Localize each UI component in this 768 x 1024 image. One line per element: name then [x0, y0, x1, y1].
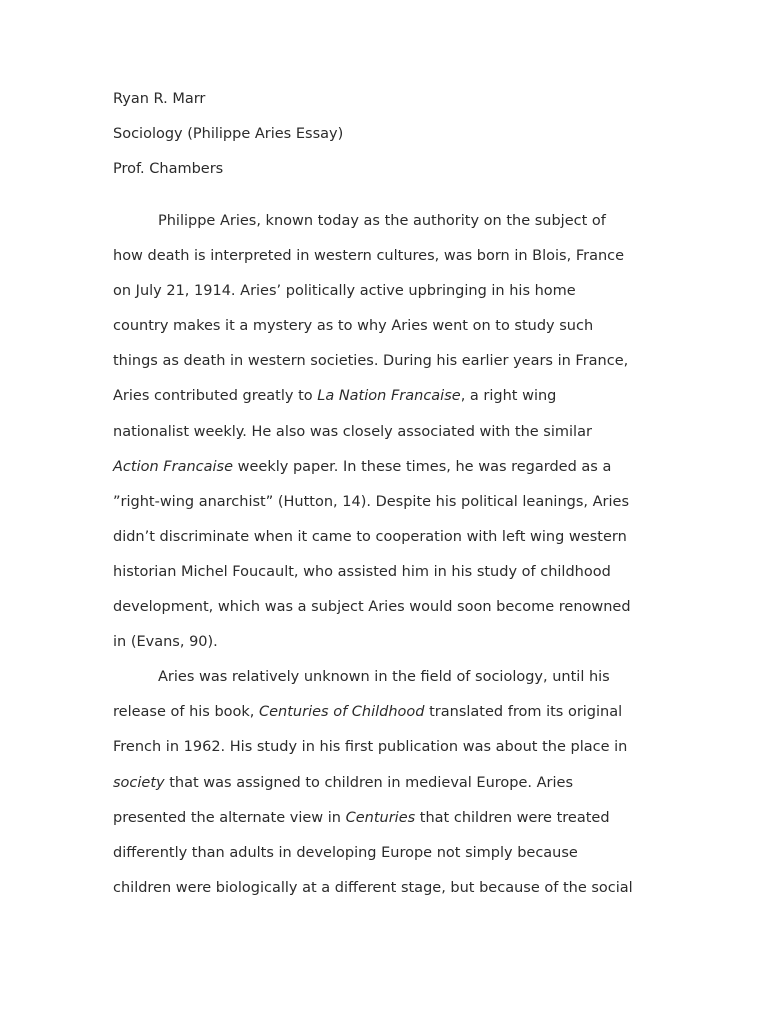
essay-line	[113, 877, 673, 912]
essay-line	[113, 807, 673, 842]
essay-line	[113, 596, 673, 631]
author-name: Ryan R. Marr	[113, 91, 206, 107]
text-segment: didn’t discriminate when it came to cooperation with left wing western	[113, 528, 627, 545]
essay-line	[113, 736, 673, 771]
professor-name: Prof. Chambers	[113, 161, 224, 177]
italic-text: Centuries of Childhood	[259, 704, 425, 721]
text-segment: on July 21, 1914. Aries’ politically active upbringing in his home	[113, 283, 576, 300]
essay-line	[113, 491, 673, 526]
essay-line	[113, 631, 673, 666]
essay-line	[113, 421, 673, 456]
text-segment: that was assigned to children in medieval Europe. Aries	[164, 774, 574, 791]
text-segment: things as death in western societies. During his earlier years in France,	[113, 353, 629, 370]
text-segment: ”right-wing anarchist” (Hutton, 14). Despite his political leanings, Aries	[113, 493, 630, 510]
text-segment: , a right wing	[460, 388, 557, 405]
text-segment: translated from its original	[424, 704, 623, 721]
course-title: Sociology (Philippe Aries Essay)	[113, 126, 344, 142]
essay-line	[113, 701, 673, 736]
essay-line	[113, 772, 673, 807]
text-segment: nationalist weekly. He also was closely associated with the similar	[113, 423, 592, 440]
text-segment: development, which was a subject Aries would soon become renowned	[113, 599, 631, 616]
text-segment: release of his book,	[113, 704, 260, 721]
italic-text: Action Francaise	[113, 458, 234, 475]
essay-line	[113, 315, 673, 350]
essay-line	[113, 561, 673, 596]
text-segment: Aries contributed greatly to	[113, 388, 318, 405]
text-segment: in (Evans, 90).	[113, 634, 218, 651]
text-segment: historian Michel Foucault, who assisted him in his study of childhood	[113, 563, 611, 580]
text-segment: presented the alternate view in	[113, 809, 346, 826]
text-segment: how death is interpreted in western cultures, was born in Blois, France	[113, 248, 625, 265]
essay-line	[113, 350, 673, 385]
essay-line	[113, 280, 673, 315]
text-segment: country makes it a mystery as to why Aries went on to study such	[113, 318, 594, 335]
essay-line	[113, 842, 673, 877]
text-segment: differently than adults in developing Europe not simply because	[113, 844, 578, 861]
essay-body	[113, 210, 673, 912]
text-segment: weekly paper. In these times, he was regarded as a	[233, 458, 612, 475]
essay-line	[113, 526, 673, 561]
text-segment: Aries was relatively unknown in the field of sociology, until his	[158, 669, 610, 686]
essay-line	[113, 385, 673, 420]
text-segment: children were biologically at a different stage, but because of the social	[113, 879, 633, 896]
essay-header	[113, 88, 673, 193]
essay-line	[113, 666, 673, 701]
essay-line	[113, 210, 673, 245]
italic-text: society	[113, 774, 165, 791]
text-segment: that children were treated	[415, 809, 610, 826]
italic-text: Centuries	[345, 809, 416, 826]
essay-line	[113, 456, 673, 491]
essay-line	[113, 245, 673, 280]
text-segment: French in 1962. His study in his first publication was about the place in	[113, 739, 628, 756]
italic-text: La Nation Francaise	[317, 388, 461, 405]
text-segment: Philippe Aries, known today as the authority on the subject of	[158, 213, 606, 229]
